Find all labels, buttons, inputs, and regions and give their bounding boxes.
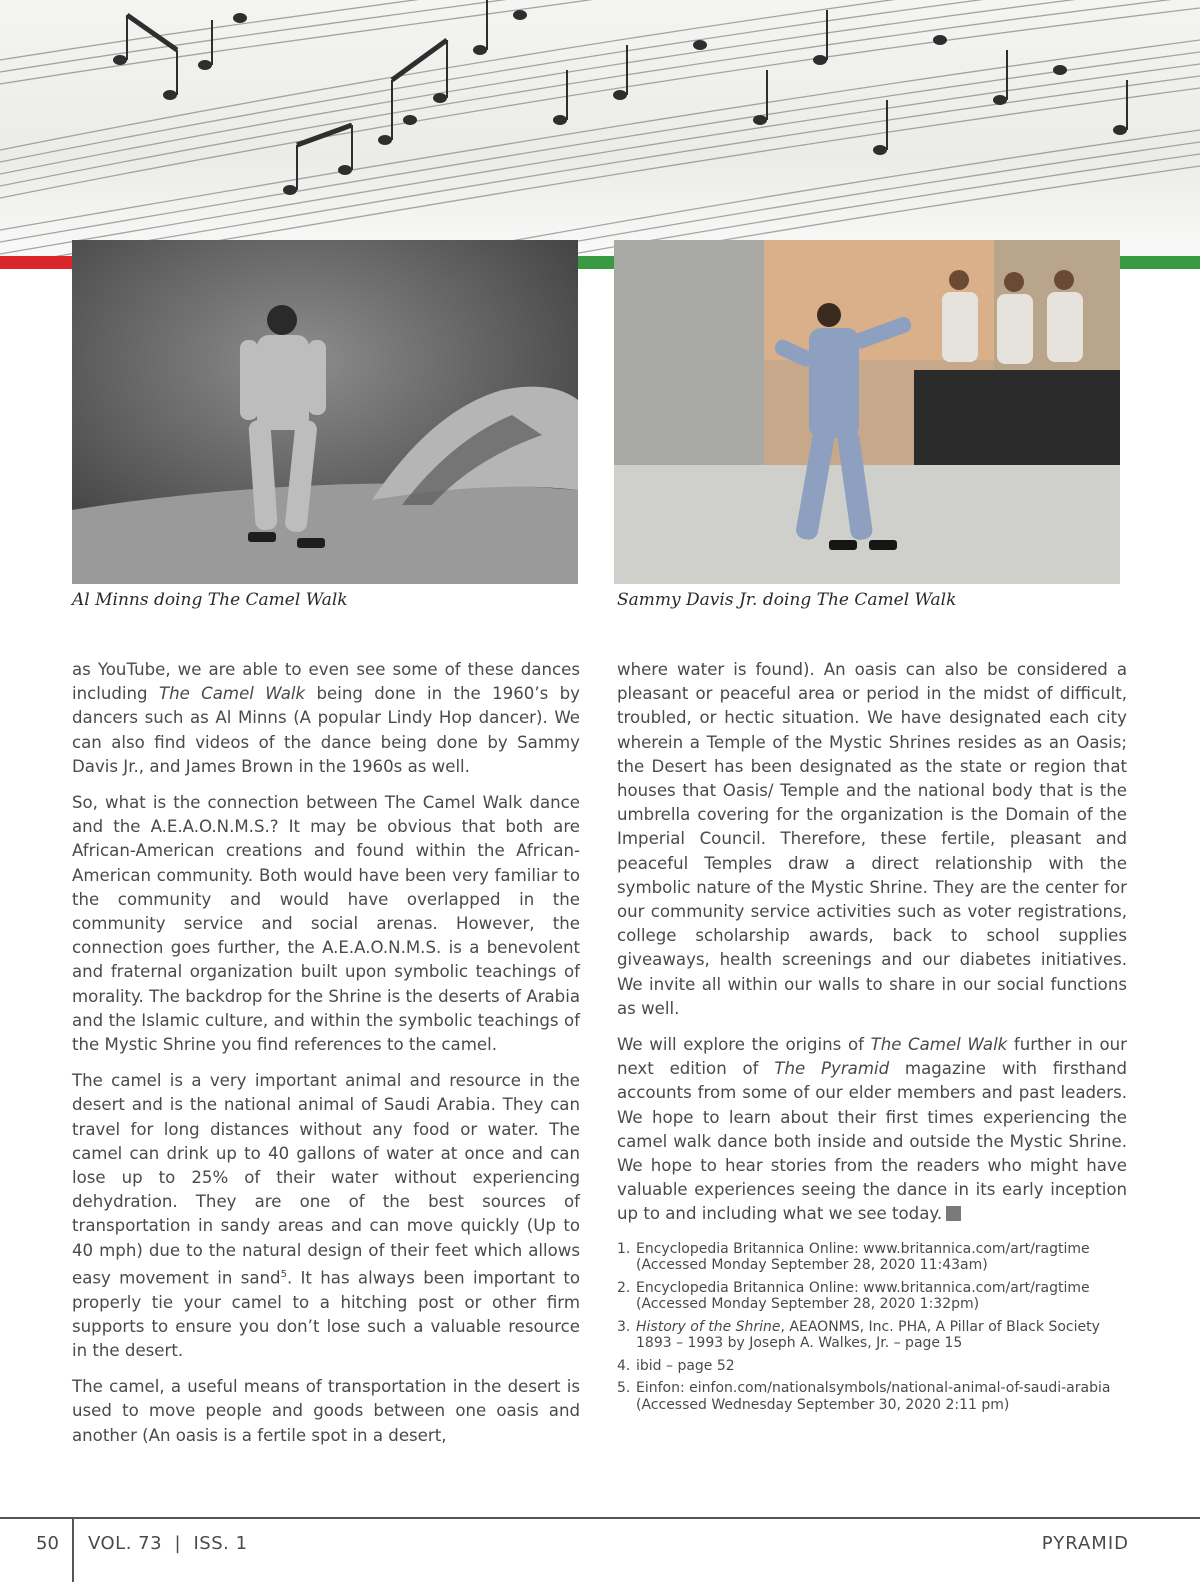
magazine-name: PYRAMID: [1041, 1533, 1129, 1554]
article-paragraph: We will explore the origins of The Camel Walk further in our next edition of The Pyramid magazine with firsthand accounts from some of our elder members and past leaders. We hope to learn about their first times experiencing the camel walk dance both inside and outside the Mystic Shrine. We hope to hear stories from the readers who might have valuable experiences seeing the dance in its early inception up to and including what we see today.: [617, 1035, 1127, 1224]
article-column-right: [617, 658, 1127, 1419]
footnote: 5. Einfon: einfon.com/nationalsymbols/national-animal-of-saudi-arabia (Accessed Wednesday September 30, 2020 2:11 pm): [617, 1380, 1111, 1413]
sheet-music-banner: [0, 0, 1200, 262]
footnote: 1. Encyclopedia Britannica Online: www.britannica.com/art/ragtime (Accessed Monday September 28, 2020 11:43am): [617, 1240, 1090, 1274]
footnote: 3. History of the Shrine, AEAONMS, Inc. PHA, A Pillar of Black Society 1893 – 1993 by Joseph A. Walkes, Jr. – page 15: [617, 1318, 1100, 1352]
page-number: 50: [36, 1533, 59, 1554]
photo-sammy-davis-jr: [614, 240, 1120, 584]
footer-divider: [72, 1519, 74, 1582]
article-paragraph: as YouTube, we are able to even see some of these dances including The Camel Walk being done in the 1960’s by dancers such as Al Minns (A popular Lindy Hop dancer). We can also find videos of the dance being done by Sammy Davis Jr., and James Brown in the 1960s as well.: [72, 660, 580, 776]
accent-stripe-red: [0, 256, 72, 269]
footnote: 4. ibid – page 52: [617, 1357, 735, 1374]
footnotes-list: [617, 1241, 1127, 1414]
article-column-left: [72, 658, 580, 1460]
accent-stripe-green: [1118, 256, 1200, 269]
article-paragraph: So, what is the connection between The Camel Walk dance and the A.E.A.O.N.M.S.? It may be obvious that both are African-American creations and found within the African-American community. Both would have been very familiar to the community and would have overlapped in the community service and social arenas. However, the connection goes further, the A.E.A.O.N.M.S. is a benevolent and fraternal organization built upon symbolic teachings of morality. The backdrop for the Shrine is the deserts of Arabia and the Islamic culture, and within the symbolic teachings of the Mystic Shrine you find references to the camel.: [72, 793, 580, 1055]
article-paragraph: The camel is a very important animal and resource in the desert and is the national animal of Saudi Arabia. They can travel for long distances without any food or water. The camel can drink up to 40 gallons of water at once and can lose up to 25% of their water without experiencing dehydration. They are one of the best sources of transportation in sandy areas and can move quickly (Up to 40 mph) due to the natural design of their feet which allows easy movement in sand$^5$. It has always been important to properly tie your camel to a hitching post or other firm supports to ensure you don’t lose such a valuable resource in the desert.: [72, 1071, 580, 1361]
sheet-music-illustration: [0, 0, 1200, 262]
end-of-article-mark: [946, 1206, 961, 1221]
article-paragraph: The camel, a useful means of transportation in the desert is used to move people and goods between one oasis and another (An oasis is a fertile spot in a desert,: [72, 1377, 580, 1445]
footer-rule: [0, 1517, 1200, 1519]
photo-al-minns: [72, 240, 578, 584]
photo-caption: Al Minns doing The Camel Walk: [72, 590, 348, 610]
article-paragraph: where water is found). An oasis can also be considered a pleasant or peaceful area or period in the midst of difficult, troubled, or hectic situation. We have designated each city wherein a Temple of the Mystic Shrines resides as an Oasis; the Desert has been designated as the state or region that houses that Oasis/ Temple and the national body that is the umbrella covering for the organization is the Domain of the Imperial Council. Therefore, these fertile, pleasant and peaceful Temples draw a direct relationship with the symbolic nature of the Mystic Shrine. They are the center for our community service activities such as voter registrations, college scholarship awards, back to school supplies giveaways, health screenings and our diabetes initiatives. We invite all within our walls to share in our social functions as well.: [617, 660, 1127, 1018]
accent-stripe-green: [577, 256, 614, 269]
footnote: 2. Encyclopedia Britannica Online: www.britannica.com/art/ragtime (Accessed Monday September 28, 2020 1:32pm): [617, 1279, 1090, 1313]
photo-caption: Sammy Davis Jr. doing The Camel Walk: [617, 590, 957, 610]
volume-issue: VOL. 73 | ISS. 1: [88, 1533, 248, 1554]
